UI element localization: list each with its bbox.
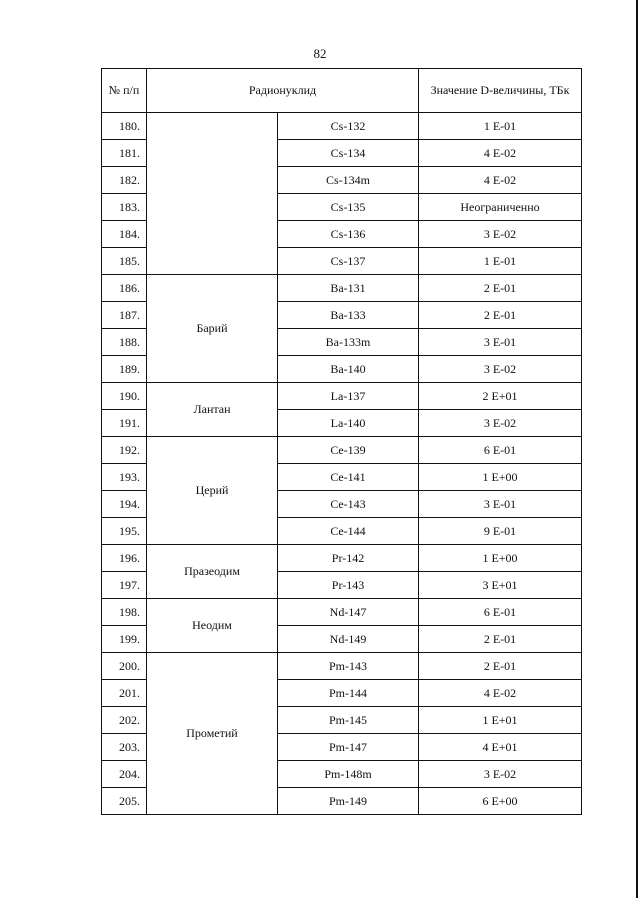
d-value: 3 E+01	[419, 572, 582, 599]
element-name: Лантан	[147, 383, 278, 437]
d-value: 4 E-02	[419, 167, 582, 194]
d-value: 2 E-01	[419, 302, 582, 329]
nuclide-name: Ba-131	[278, 275, 419, 302]
header-value: Значение D-величины, ТБк	[419, 69, 582, 113]
row-number: 198.	[102, 599, 147, 626]
row-number: 184.	[102, 221, 147, 248]
nuclide-name: Cs-134m	[278, 167, 419, 194]
row-number: 200.	[102, 653, 147, 680]
row-number: 186.	[102, 275, 147, 302]
d-value: Неограниченно	[419, 194, 582, 221]
d-value: 1 E-01	[419, 248, 582, 275]
nuclide-name: Ce-141	[278, 464, 419, 491]
row-number: 188.	[102, 329, 147, 356]
d-value: 6 E+00	[419, 788, 582, 815]
nuclide-name: Ce-139	[278, 437, 419, 464]
header-num: № п/п	[102, 69, 147, 113]
element-name: Празеодим	[147, 545, 278, 599]
d-value: 6 E-01	[419, 437, 582, 464]
element-name: Прометий	[147, 653, 278, 815]
nuclide-name: Cs-134	[278, 140, 419, 167]
table-row	[102, 599, 582, 626]
d-value: 1 E-01	[419, 113, 582, 140]
row-number: 199.	[102, 626, 147, 653]
d-value: 4 E-02	[419, 140, 582, 167]
d-value: 4 E-02	[419, 680, 582, 707]
d-value: 6 E-01	[419, 599, 582, 626]
table-row	[102, 653, 582, 680]
nuclide-name: Cs-137	[278, 248, 419, 275]
nuclide-name: Pm-143	[278, 653, 419, 680]
table-row	[102, 275, 582, 302]
d-value: 4 E+01	[419, 734, 582, 761]
d-value: 9 E-01	[419, 518, 582, 545]
row-number: 205.	[102, 788, 147, 815]
d-value: 3 E-02	[419, 221, 582, 248]
element-name	[147, 113, 278, 275]
nuclide-name: Ba-140	[278, 356, 419, 383]
d-value: 3 E-01	[419, 491, 582, 518]
table-row	[102, 437, 582, 464]
row-number: 183.	[102, 194, 147, 221]
nuclide-name: Pm-145	[278, 707, 419, 734]
row-number: 181.	[102, 140, 147, 167]
table-row	[102, 383, 582, 410]
row-number: 197.	[102, 572, 147, 599]
row-number: 189.	[102, 356, 147, 383]
element-name: Неодим	[147, 599, 278, 653]
d-value: 3 E-02	[419, 410, 582, 437]
d-value: 3 E-01	[419, 329, 582, 356]
nuclide-name: Pm-147	[278, 734, 419, 761]
nuclide-name: Pm-144	[278, 680, 419, 707]
d-value: 1 E+01	[419, 707, 582, 734]
row-number: 203.	[102, 734, 147, 761]
table-body	[102, 113, 582, 815]
nuclide-name: Ce-144	[278, 518, 419, 545]
nuclide-name: Pr-143	[278, 572, 419, 599]
nuclide-name: Ce-143	[278, 491, 419, 518]
radionuclide-table	[101, 68, 582, 815]
row-number: 192.	[102, 437, 147, 464]
header-radionuclide: Радионуклид	[147, 69, 419, 113]
row-number: 202.	[102, 707, 147, 734]
row-number: 187.	[102, 302, 147, 329]
row-number: 194.	[102, 491, 147, 518]
d-value: 3 E-02	[419, 761, 582, 788]
d-value: 2 E-01	[419, 275, 582, 302]
d-value: 2 E-01	[419, 653, 582, 680]
nuclide-name: Nd-149	[278, 626, 419, 653]
d-value: 1 E+00	[419, 464, 582, 491]
element-name: Церий	[147, 437, 278, 545]
page-number: 82	[313, 46, 327, 61]
page-edge	[636, 0, 638, 898]
row-number: 191.	[102, 410, 147, 437]
row-number: 204.	[102, 761, 147, 788]
d-value: 1 E+00	[419, 545, 582, 572]
nuclide-name: Pm-149	[278, 788, 419, 815]
row-number: 196.	[102, 545, 147, 572]
nuclide-name: Pm-148m	[278, 761, 419, 788]
nuclide-name: Ba-133	[278, 302, 419, 329]
row-number: 190.	[102, 383, 147, 410]
d-value: 3 E-02	[419, 356, 582, 383]
row-number: 180.	[102, 113, 147, 140]
d-value: 2 E+01	[419, 383, 582, 410]
nuclide-name: Nd-147	[278, 599, 419, 626]
table-row	[102, 113, 582, 140]
row-number: 193.	[102, 464, 147, 491]
table-header-row	[102, 69, 582, 113]
nuclide-name: Cs-135	[278, 194, 419, 221]
nuclide-name: La-140	[278, 410, 419, 437]
row-number: 182.	[102, 167, 147, 194]
row-number: 185.	[102, 248, 147, 275]
element-name: Барий	[147, 275, 278, 383]
nuclide-name: Cs-132	[278, 113, 419, 140]
table-row	[102, 545, 582, 572]
nuclide-name: La-137	[278, 383, 419, 410]
row-number: 195.	[102, 518, 147, 545]
row-number: 201.	[102, 680, 147, 707]
nuclide-name: Pr-142	[278, 545, 419, 572]
nuclide-name: Ba-133m	[278, 329, 419, 356]
nuclide-name: Cs-136	[278, 221, 419, 248]
d-value: 2 E-01	[419, 626, 582, 653]
